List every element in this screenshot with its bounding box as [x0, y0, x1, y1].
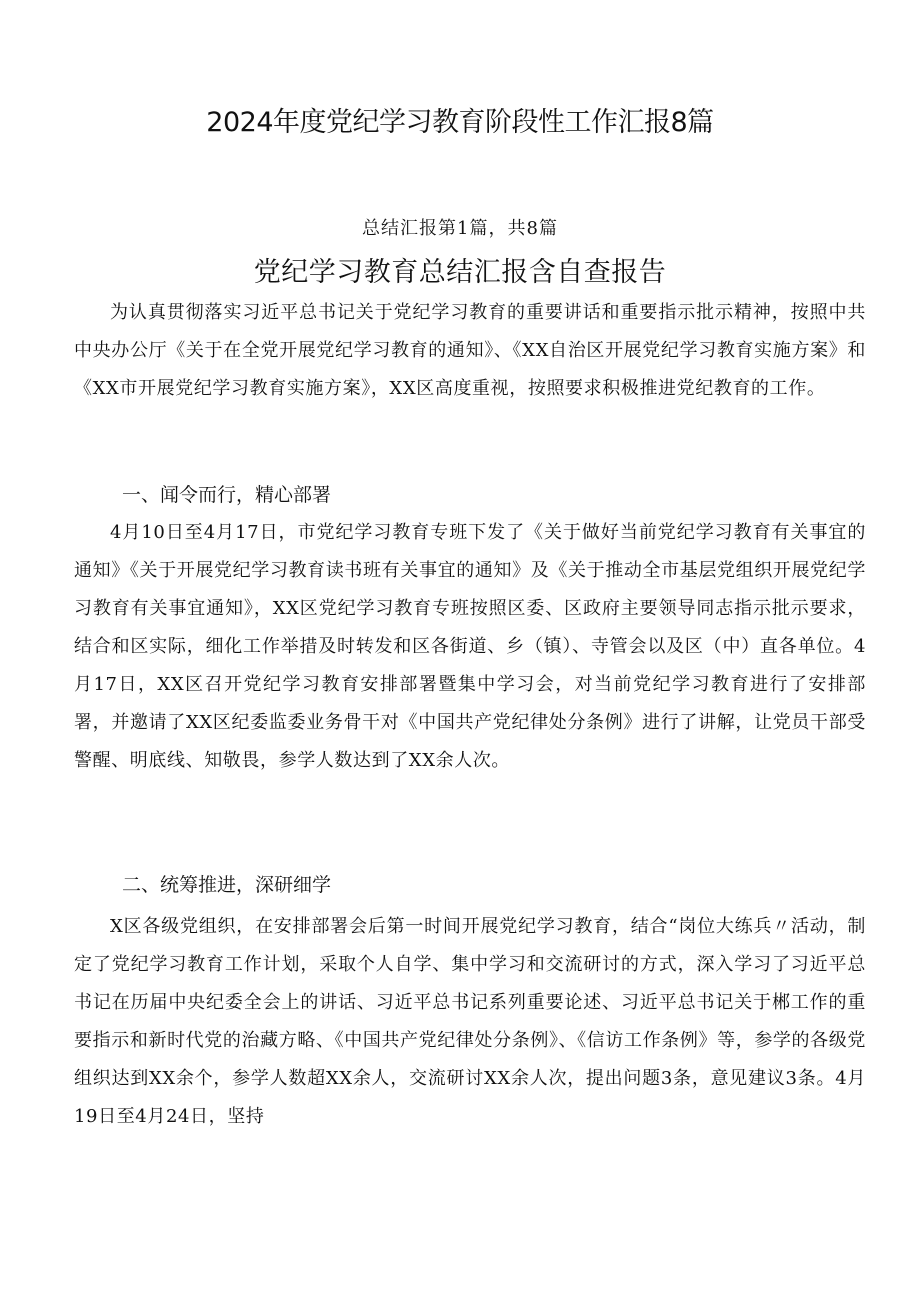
section-heading-1: 一、闻令而行，精心部署: [122, 484, 332, 506]
document-title: 2024年度党纪学习教育阶段性工作汇报8篇: [206, 107, 714, 138]
section-1-paragraph: 4月10日至4月17日，市党纪学习教育专班下发了《关于做好当前党纪学习教育有关事宜的通知》《关于开展党纪学习教育读书班有关事宜的通知》及《关于推动全市基层党组织开展党纪学习教育有关事宜通知》，XX区党纪学习教育专班按照区委、区政府主要领导同志指示批示要求，结合和区实际，细化工作举措及时转发和区各街道、乡（镇）、寺管会以及区（中）直各单位。4月17日，XX区召开党纪学习教育安排部署暨集中学习会，对当前党纪学习教育进行了安排部署，并邀请了XX区纪委监委业务骨干对《中国共产党纪律处分条例》进行了讲解，让党员干部受警醒、明底线、知敬畏，参学人数达到了XX余人次。: [74, 522, 866, 771]
article-title: 党纪学习教育总结汇报含自查报告: [253, 257, 667, 288]
article-index-label: 总结汇报第1篇，共8篇: [362, 218, 558, 239]
section-heading-2: 二、统筹推进，深研细学: [122, 874, 332, 896]
intro-paragraph: 为认真贯彻落实习近平总书记关于党纪学习教育的重要讲话和重要指示批示精神，按照中共中央办公厅《关于在全党开展党纪学习教育的通知》、《XX自治区开展党纪学习教育实施方案》和《XX市开展党纪学习教育实施方案》，XX区高度重视，按照要求积极推进党纪教育的工作。: [74, 302, 866, 399]
section-2-paragraph: X区各级党组织，在安排部署会后第一时间开展党纪学习教育，结合“岗位大练兵〃活动，制定了党纪学习教育工作计划，采取个人自学、集中学习和交流研讨的方式，深入学习了习近平总书记在历届中央纪委全会上的讲话、习近平总书记系列重要论述、习近平总书记关于郴工作的重要指示和新时代党的治藏方略、《中国共产党纪律处分条例》、《信访工作条例》等，参学的各级党组织达到XX余个，参学人数超XX余人，交流研讨XX余人次，提出问题3条，意见建议3条。4月19日至4月24日，坚持: [74, 916, 866, 1127]
